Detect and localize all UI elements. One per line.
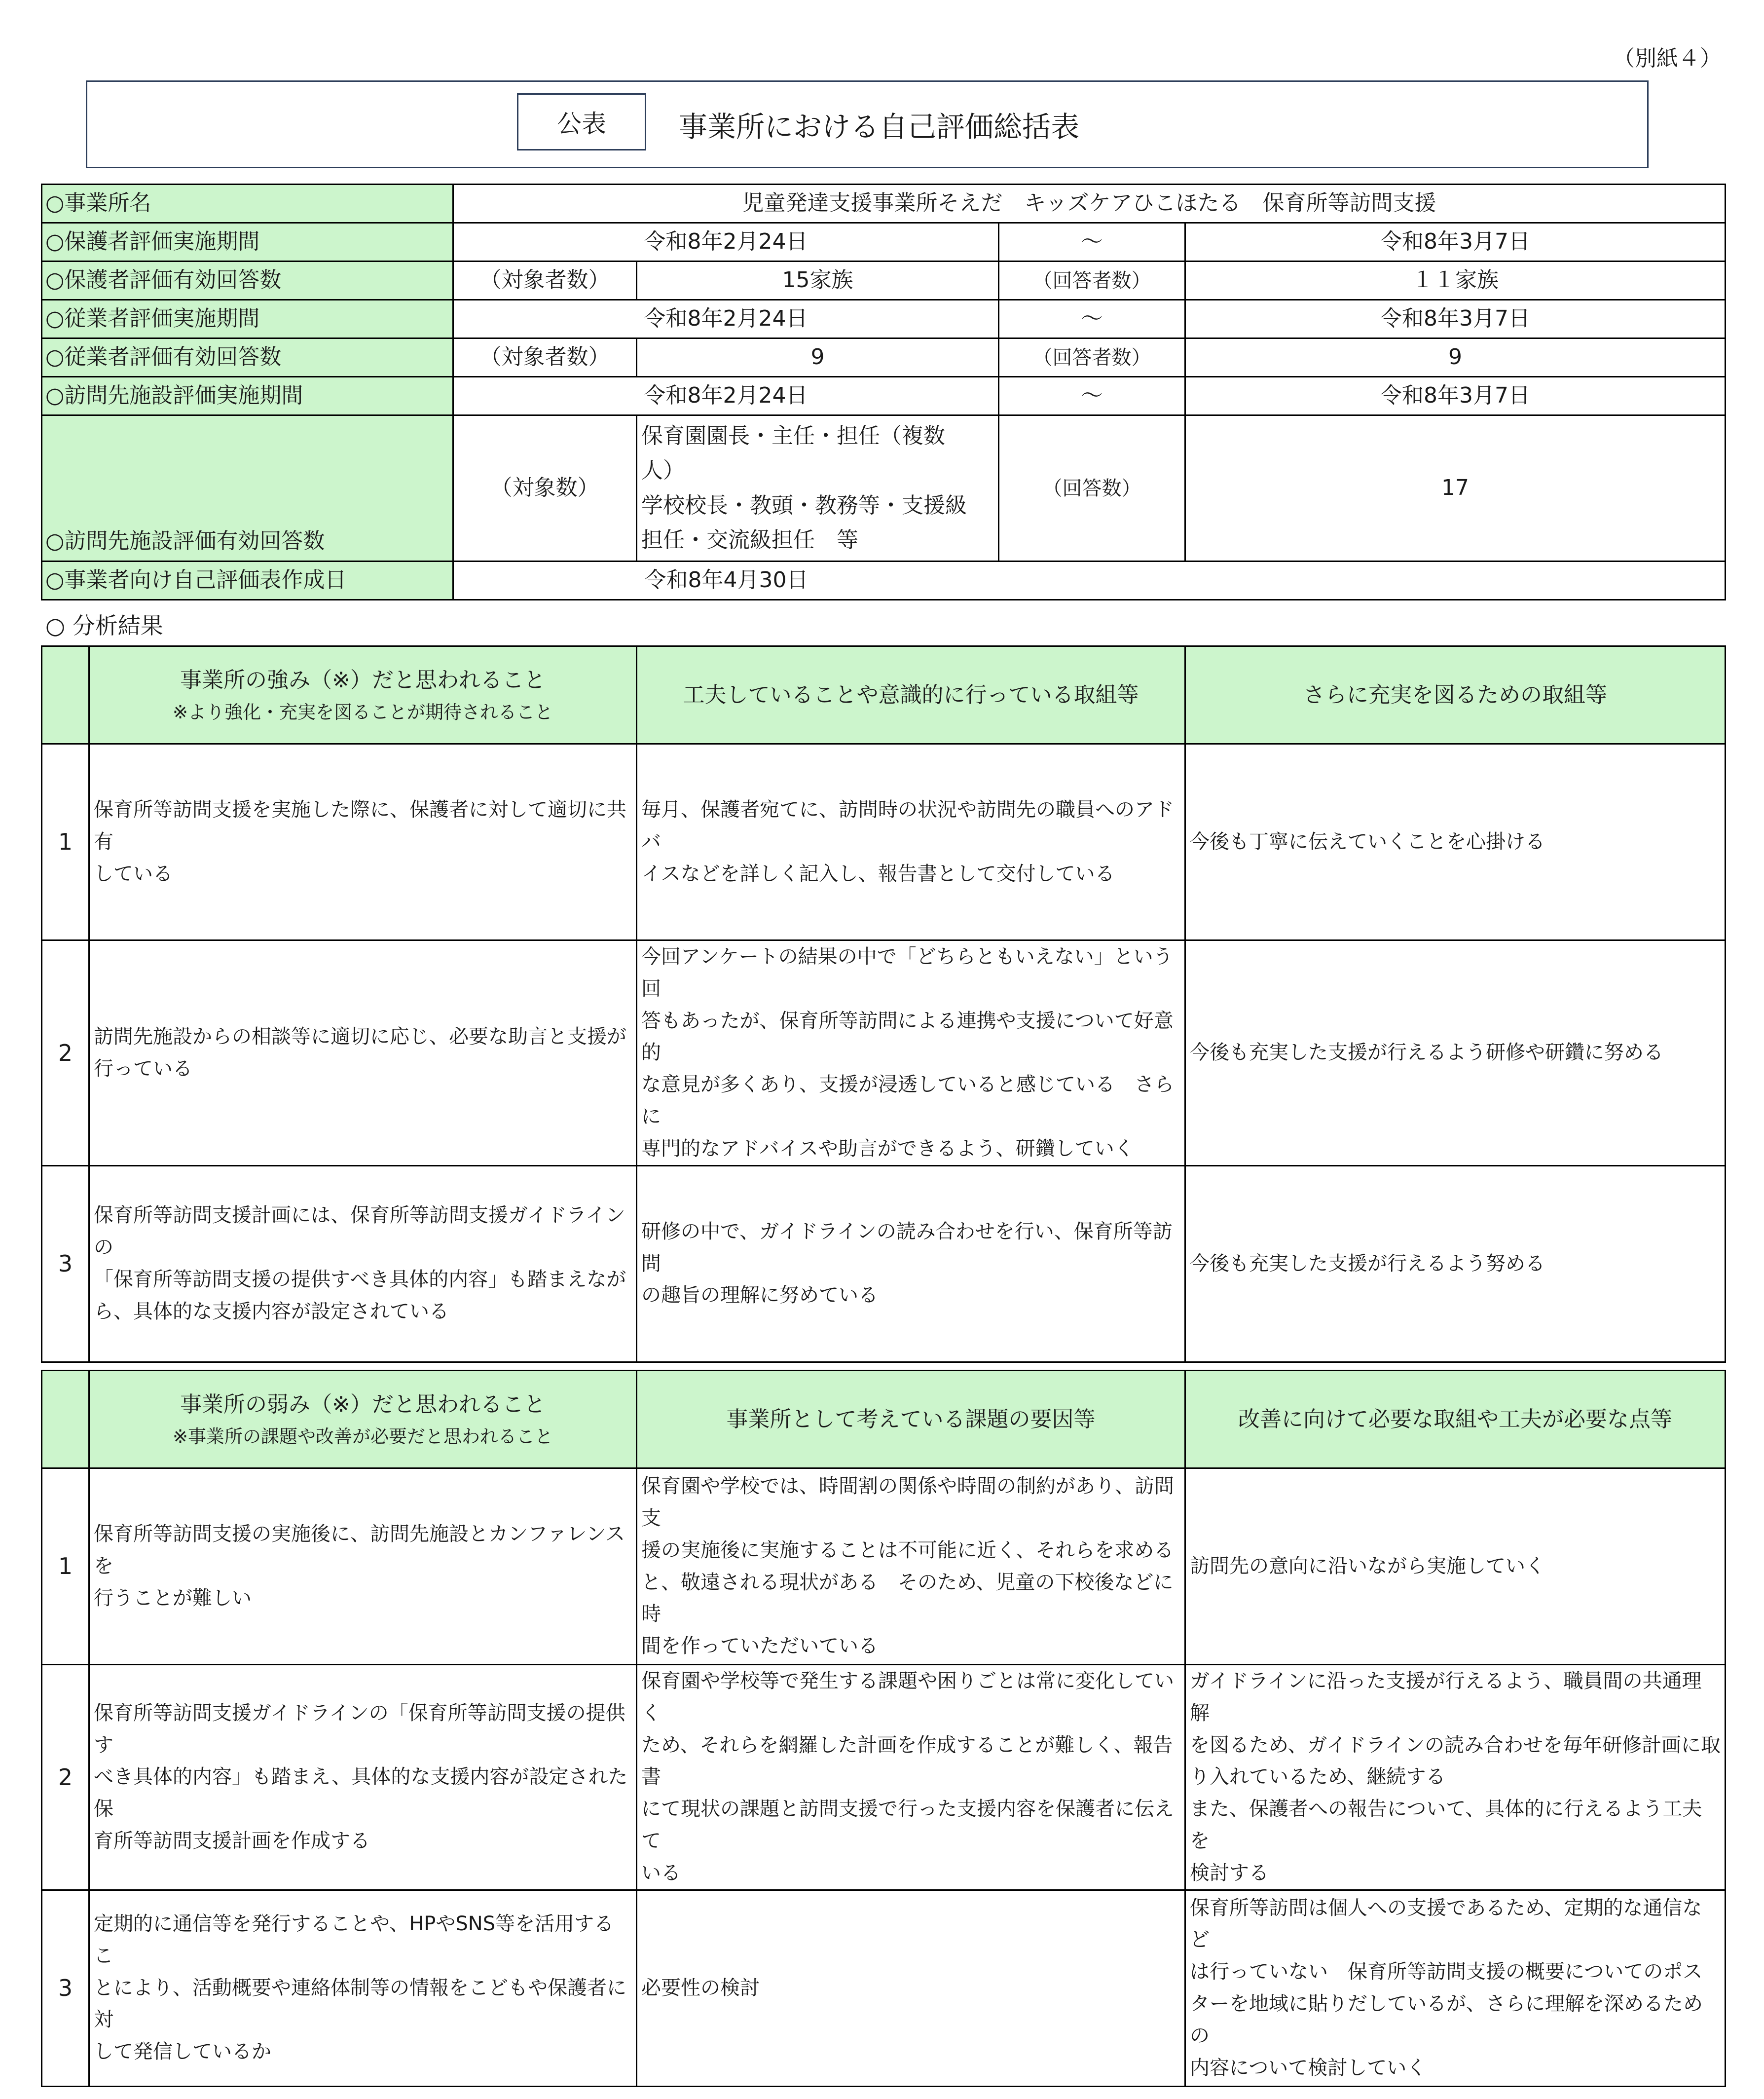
- weaknesses-table: [41, 1370, 1726, 2087]
- visit-answer-value: 17: [1185, 415, 1726, 562]
- staff-period-start: 令和8年2月24日: [453, 300, 999, 338]
- strength-effort: 研修の中で、ガイドラインの読み合わせを行い、保育所等訪問 の趣旨の理解に努めている: [637, 1165, 1185, 1362]
- facility-label: ○事業所名: [42, 185, 453, 223]
- table-row: [42, 940, 1726, 1166]
- facility-value: 児童発達支援事業所そえだ キッズケアひこほたる 保育所等訪問支援: [453, 185, 1726, 223]
- staff-target-value: 9: [637, 338, 999, 377]
- strength-further: 今後も充実した支援が行えるよう研修や研鑽に努める: [1185, 940, 1726, 1166]
- guardian-period-end: 令和8年3月7日: [1185, 223, 1726, 262]
- strengths-header-main: [89, 646, 637, 744]
- visit-period-end: 令和8年3月7日: [1185, 377, 1726, 415]
- weaknesses-header-row: [42, 1371, 1726, 1468]
- guardian-target-label: （対象者数）: [453, 262, 637, 300]
- guardian-period-row: [42, 223, 1726, 262]
- guardian-period-start: 令和8年2月24日: [453, 223, 999, 262]
- staff-period-row: [42, 300, 1726, 338]
- row-number: 1: [42, 744, 89, 940]
- staff-answer-label: （回答者数）: [999, 338, 1185, 377]
- visit-response-row: [42, 415, 1726, 562]
- guardian-response-row: [42, 262, 1726, 300]
- staff-response-label: ○従業者評価有効回答数: [42, 338, 453, 377]
- row-number: 1: [42, 1468, 89, 1665]
- staff-answer-value: 9: [1185, 338, 1726, 377]
- row-number: 2: [42, 940, 89, 1166]
- row-number: 2: [42, 1665, 89, 1890]
- table-row: [42, 1890, 1726, 2086]
- weakness-cause: 保育園や学校等で発生する課題や困りごとは常に変化していく ため、それらを網羅した計画を作成することが難しく、報告書 にて現状の課題と訪問支援で行った支援内容を保護者に伝えて いる: [637, 1665, 1185, 1890]
- created-value: 令和8年4月30日: [637, 562, 1726, 600]
- strength-further: 今後も丁寧に伝えていくことを心掛ける: [1185, 744, 1726, 940]
- visit-target-label: （対象数）: [453, 415, 637, 562]
- weakness-text: 保育所等訪問支援の実施後に、訪問先施設とカンファレンスを 行うことが難しい: [89, 1468, 637, 1665]
- strengths-table: [41, 645, 1726, 1363]
- weaknesses-header-col2: 事業所として考えている課題の要因等: [637, 1371, 1185, 1468]
- visit-period-row: [42, 377, 1726, 415]
- guardian-target-value: 15家族: [637, 262, 999, 300]
- strength-text: 保育所等訪問支援計画には、保育所等訪問支援ガイドラインの 「保育所等訪問支援の提供すべき具体的内容」も踏まえなが ら、具体的な支援内容が設定されている: [89, 1165, 637, 1362]
- weaknesses-header-title: 事業所の弱み（※）だと思われること: [180, 1391, 546, 1417]
- weakness-improvement: ガイドラインに沿った支援が行えるよう、職員間の共通理解 を図るため、ガイドラインの読み合わせを毎年研修計画に取 り入れているため、継続する また、保護者への報告について、具体的に行えるよう工夫を 検討する: [1185, 1665, 1726, 1890]
- staff-period-label: ○従業者評価実施期間: [42, 300, 453, 338]
- weakness-cause: 必要性の検討: [637, 1890, 1185, 2086]
- weaknesses-header-note: ※事業所の課題や改善が必要だと思われること: [172, 1426, 553, 1448]
- staff-period-end: 令和8年3月7日: [1185, 300, 1726, 338]
- table-row: [42, 1165, 1726, 1362]
- staff-target-label: （対象者数）: [453, 338, 637, 377]
- weakness-improvement: 保育所等訪問は個人への支援であるため、定期的な通信など は行っていない 保育所等訪問支援の概要についてのポス ターを地域に貼りだしているが、さらに理解を深めるための 内容について検討していく: [1185, 1890, 1726, 2086]
- strength-text: 訪問先施設からの相談等に適切に応じ、必要な助言と支援が 行っている: [89, 940, 637, 1166]
- visit-period-label: ○訪問先施設評価実施期間: [42, 377, 453, 415]
- strengths-header-row: [42, 646, 1726, 744]
- table-row: [42, 744, 1726, 940]
- strengths-header-note: ※より強化・充実を図ることが期待されること: [172, 702, 553, 723]
- title-badge: 公表: [517, 93, 646, 150]
- visit-target-value: 保育園園長・主任・担任（複数 人） 学校校長・教頭・教務等・支援級 担任・交流級担任 等: [637, 415, 999, 562]
- table-row: [42, 1468, 1726, 1665]
- staff-period-sep: ～: [999, 300, 1185, 338]
- guardian-period-label: ○保護者評価実施期間: [42, 223, 453, 262]
- strength-further: 今後も充実した支援が行えるよう努める: [1185, 1165, 1726, 1362]
- visit-period-start: 令和8年2月24日: [453, 377, 999, 415]
- weakness-improvement: 訪問先の意向に沿いながら実施していく: [1185, 1468, 1726, 1665]
- weaknesses-header-main: [89, 1371, 637, 1468]
- weaknesses-header-col3: 改善に向けて必要な取組や工夫が必要な点等: [1185, 1371, 1726, 1468]
- weakness-text: 保育所等訪問支援ガイドラインの「保育所等訪問支援の提供す べき具体的内容」も踏まえ、具体的な支援内容が設定された保 育所等訪問支援計画を作成する: [89, 1665, 637, 1890]
- strength-text: 保育所等訪問支援を実施した際に、保護者に対して適切に共有 している: [89, 744, 637, 940]
- facility-row: [42, 185, 1726, 223]
- page-title: 事業所における自己評価総括表: [679, 110, 1080, 144]
- strength-effort: 毎月、保護者宛てに、訪問時の状況や訪問先の職員へのアドバ イスなどを詳しく記入し、報告書として交付している: [637, 744, 1185, 940]
- weakness-text: 定期的に通信等を発行することや、HPやSNS等を活用するこ とにより、活動概要や連絡体制等の情報をこどもや保護者に対 して発信しているか: [89, 1890, 637, 2086]
- guardian-answer-value: １１家族: [1185, 262, 1726, 300]
- table-row: [42, 1665, 1726, 1890]
- row-number: 3: [42, 1165, 89, 1362]
- visit-response-label: ○訪問先施設評価有効回答数: [42, 415, 453, 562]
- analysis-heading: ○ 分析結果: [45, 612, 163, 639]
- visit-period-sep: ～: [999, 377, 1185, 415]
- row-number: 3: [42, 1890, 89, 2086]
- strengths-header-title: 事業所の強み（※）だと思われること: [180, 667, 546, 693]
- appendix-label: （別紙４）: [1613, 46, 1722, 71]
- created-label: ○事業者向け自己評価表作成日: [42, 562, 453, 600]
- strengths-header-col2: 工夫していることや意識的に行っている取組等: [637, 646, 1185, 744]
- strength-effort: 今回アンケートの結果の中で「どちらともいえない」という回 答もあったが、保育所等訪問による連携や支援について好意的 な意見が多くあり、支援が浸透していると感じている さらに 専門的なアドバイスや助言ができるよう、研鑽していく: [637, 940, 1185, 1166]
- visit-answer-label: （回答数）: [999, 415, 1185, 562]
- weakness-cause: 保育園や学校では、時間割の関係や時間の制約があり、訪問支 援の実施後に実施することは不可能に近く、それらを求める と、敬遠される現状がある そのため、児童の下校後などに時 間を作っていただいている: [637, 1468, 1185, 1665]
- created-row: [42, 562, 1726, 600]
- staff-response-row: [42, 338, 1726, 377]
- info-table: [41, 184, 1726, 600]
- guardian-period-sep: ～: [999, 223, 1185, 262]
- guardian-response-label: ○保護者評価有効回答数: [42, 262, 453, 300]
- guardian-answer-label: （回答者数）: [999, 262, 1185, 300]
- strengths-header-col3: さらに充実を図るための取組等: [1185, 646, 1726, 744]
